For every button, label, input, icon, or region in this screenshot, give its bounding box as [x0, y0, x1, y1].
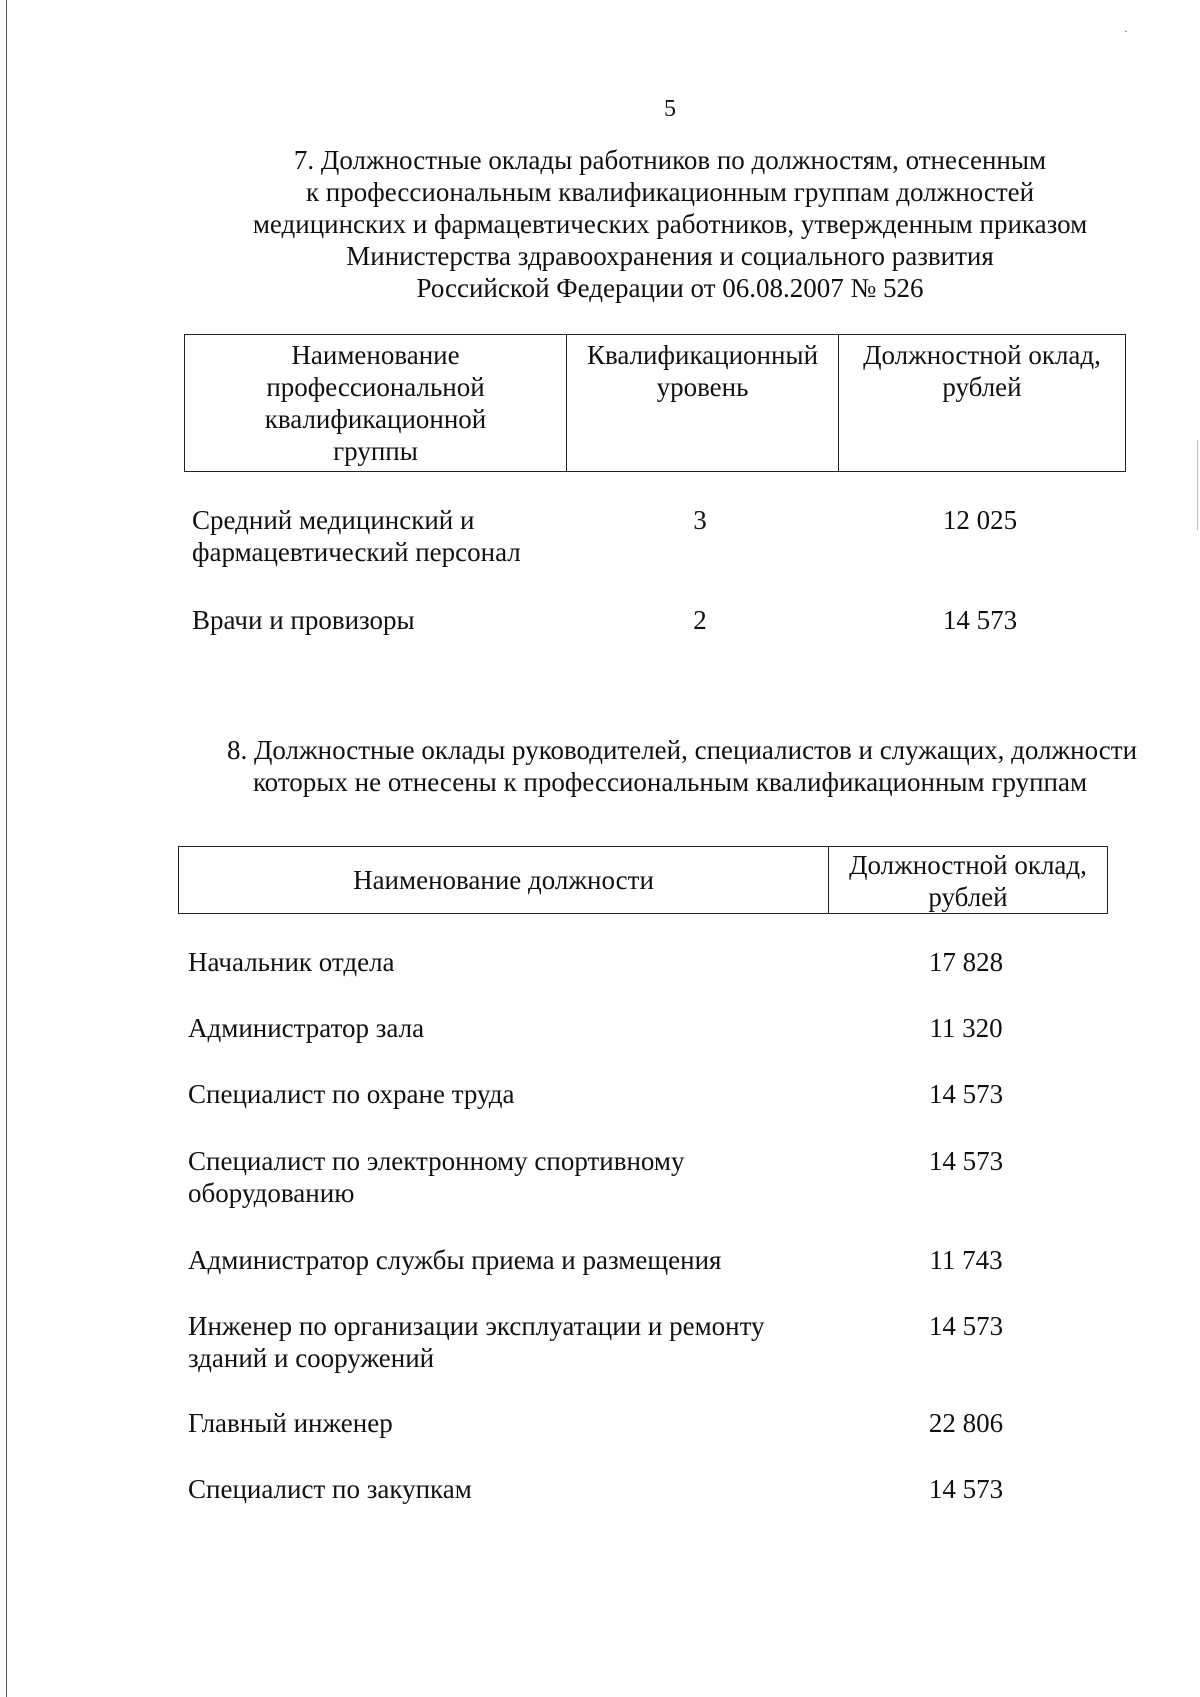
row-salary: 14 573: [942, 605, 1018, 635]
row-name: [188, 946, 395, 978]
row-salary: 14 573: [928, 1079, 1004, 1109]
heading-line: которых не отнесены к профессиональным квалификационным группам: [252, 767, 1088, 797]
column-header-line: Наименование должности: [353, 865, 654, 895]
row-salary: 11 743: [929, 1245, 1003, 1275]
column-header-line: уровень: [656, 372, 749, 402]
column-header-salary: [829, 847, 1107, 913]
row-name-line: Администратор службы приема и размещения: [188, 1245, 722, 1275]
column-header-line: Должностной оклад,: [849, 850, 1087, 880]
section-8-heading: [0, 734, 1200, 798]
column-header-level: [567, 335, 839, 471]
heading-line: к профессиональным квалификационным группам должностей: [305, 177, 1035, 207]
row-name: [188, 1145, 684, 1209]
row-name: [188, 1244, 721, 1276]
section-7-table-header: [184, 334, 1126, 472]
section-8-table-header: [178, 846, 1108, 914]
column-header-line: группы: [333, 436, 418, 466]
heading-line: медицинских и фармацевтических работников, утвержденным приказом: [252, 209, 1088, 239]
heading-line: Министерства здравоохранения и социального развития: [346, 241, 994, 271]
row-name: [188, 1012, 424, 1044]
row-name-line: Врачи и провизоры: [192, 605, 415, 635]
row-salary: 22 806: [928, 1408, 1004, 1438]
column-header-salary: [839, 335, 1125, 471]
row-name-line: Инженер по организации эксплуатации и ремонту: [188, 1311, 765, 1341]
row-name-line: Главный инженер: [188, 1408, 393, 1438]
column-header-line: Должностной оклад,: [863, 340, 1101, 370]
heading-line: 8. Должностные оклады руководителей, специалистов и служащих, должности: [226, 735, 1138, 765]
heading-line: Российской Федерации от 06.08.2007 № 526: [416, 273, 924, 303]
row-name-line: Специалист по электронному спортивному: [188, 1146, 685, 1176]
row-salary: 14 573: [928, 1311, 1004, 1341]
column-header-line: Квалификационный: [586, 340, 819, 370]
row-name-line: Администратор зала: [188, 1013, 425, 1043]
row-name-line: Средний медицинский и: [192, 505, 475, 535]
column-header-position: [179, 847, 829, 913]
column-header-line: Наименование: [291, 340, 460, 370]
row-name-line: Начальник отдела: [188, 947, 395, 977]
row-name: [188, 1078, 515, 1110]
row-salary: 14 573: [928, 1146, 1004, 1176]
row-salary: 12 025: [942, 505, 1018, 535]
row-name-line: оборудованию: [188, 1178, 355, 1208]
row-name-line: Специалист по закупкам: [188, 1474, 472, 1504]
row-level: 3: [693, 505, 707, 535]
column-header-line: профессиональной: [266, 372, 485, 402]
row-salary: 11 320: [929, 1013, 1003, 1043]
row-salary: 17 828: [928, 947, 1004, 977]
scan-edge-right: [1197, 440, 1198, 530]
column-header-group: [185, 335, 567, 471]
scan-speck: ·: [1124, 24, 1128, 38]
row-name: [192, 604, 415, 636]
section-7-heading: [0, 144, 1200, 304]
row-name-line: фармацевтический персонал: [192, 537, 521, 567]
row-name-line: зданий и сооружений: [188, 1343, 435, 1373]
row-level: 2: [693, 605, 707, 635]
column-header-line: рублей: [942, 372, 1022, 402]
row-salary: 14 573: [928, 1474, 1004, 1504]
row-name: [188, 1407, 393, 1439]
row-name: [188, 1310, 765, 1374]
row-name: [192, 504, 521, 568]
page-number: 5: [664, 96, 676, 122]
row-name-line: Специалист по охране труда: [188, 1079, 515, 1109]
heading-line: 7. Должностные оклады работников по должностям, отнесенным: [293, 145, 1047, 175]
row-name: [188, 1473, 472, 1505]
column-header-line: рублей: [928, 882, 1008, 912]
column-header-line: квалификационной: [264, 404, 487, 434]
